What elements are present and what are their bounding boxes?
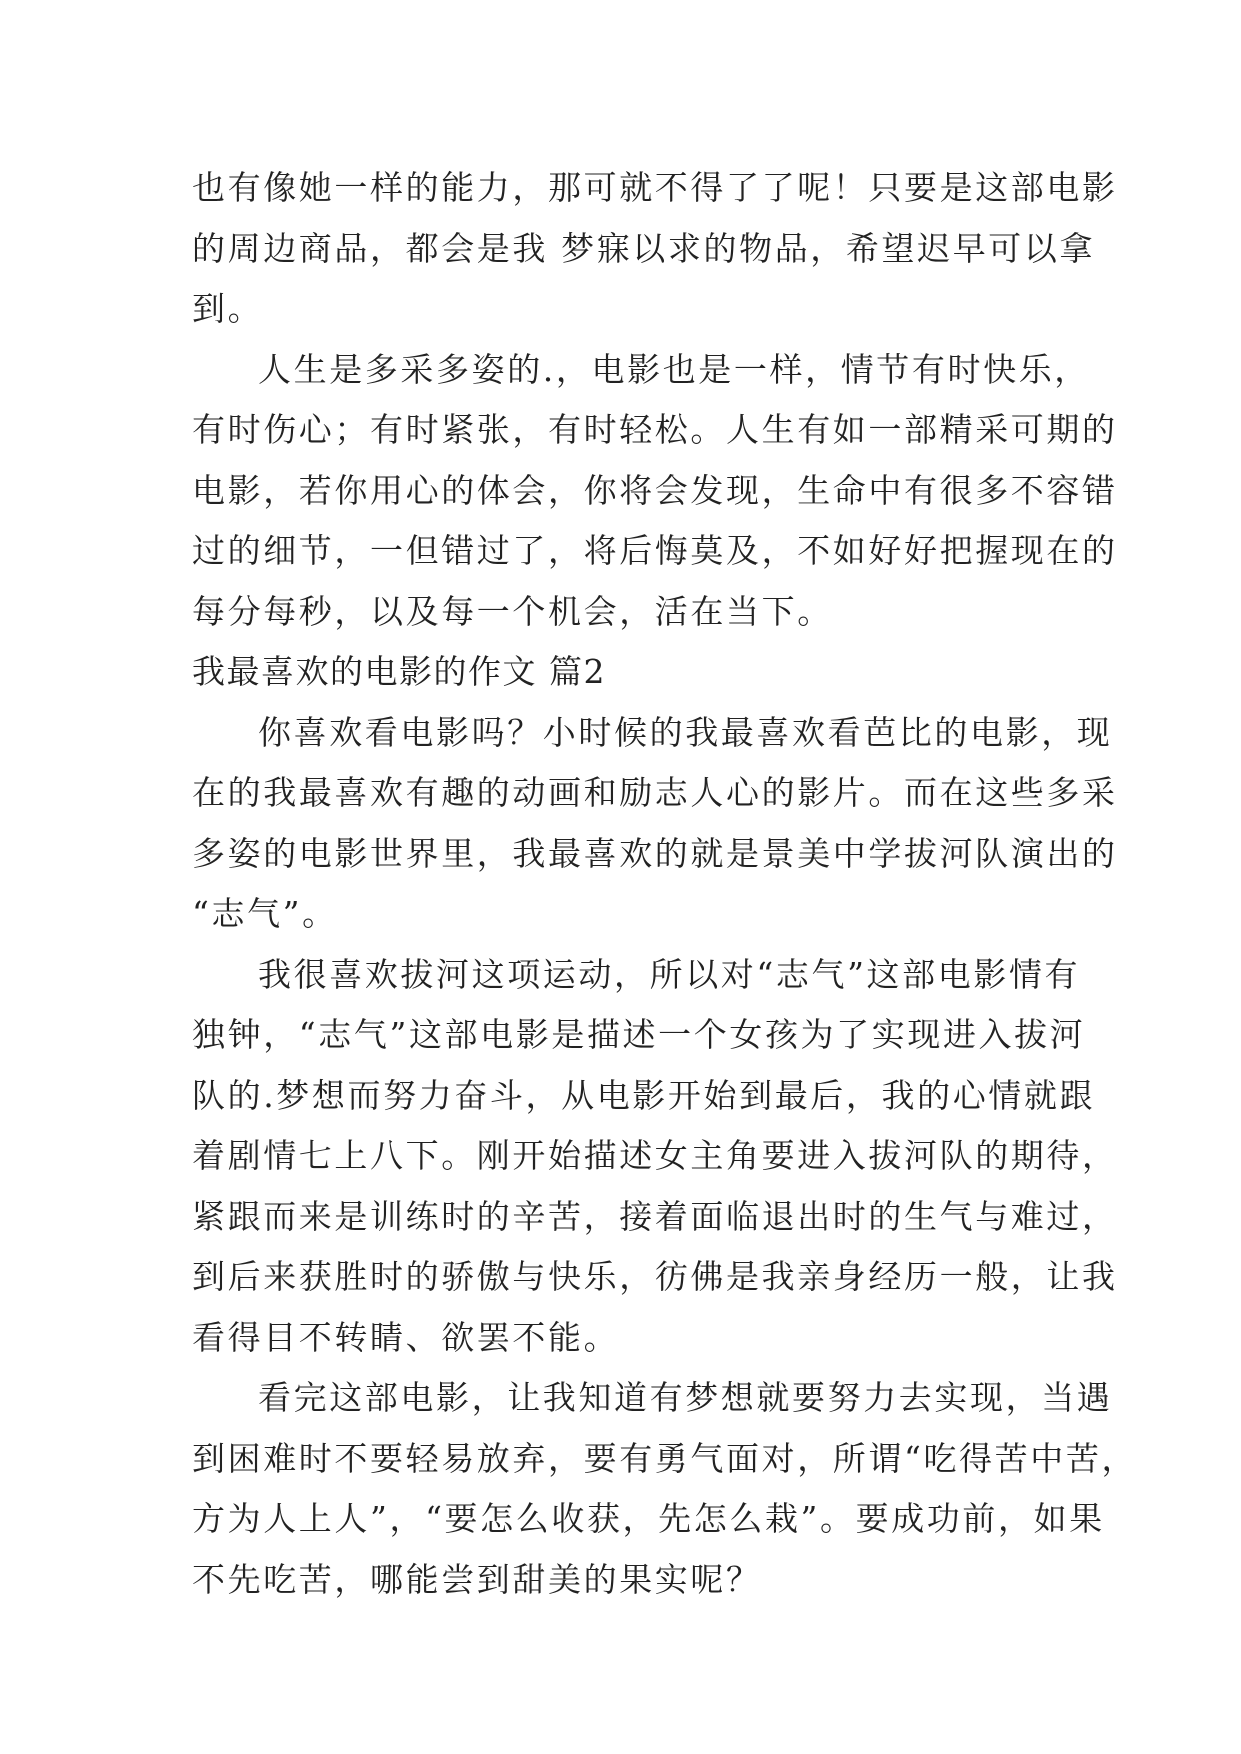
text-line: 着剧情七上八下。刚开始描述女主角要进入拔河队的期待， (192, 1136, 1118, 1175)
text-line: 队的.梦想而努力奋斗，从电影开始到最后，我的心情就跟 (192, 1075, 1096, 1115)
paragraph-start-line: 看完这部电影，让我知道有梦想就要努力去实现，当遇 (258, 1378, 1113, 1417)
text-line: 的周边商品，都会是我 梦寐以求的物品，希望迟早可以拿 (192, 228, 1096, 268)
text-line: 有时伤心；有时紧张，有时轻松。人生有如一部精采可期的 (192, 410, 1118, 449)
text-line: 独钟，“志气”这部电影是描述一个女孩为了实现进入拔河 (192, 1015, 1086, 1054)
text-line: 在的我最喜欢有趣的动画和励志人心的影片。而在这些多采 (192, 773, 1118, 812)
section-heading: 我最喜欢的电影的作文 篇2 (192, 652, 606, 691)
text-line: 过的细节，一但错过了，将后悔莫及，不如好好把握现在的 (192, 531, 1118, 570)
paragraph-start-line: 我很喜欢拔河这项运动，所以对“志气”这部电影情有 (258, 954, 1081, 994)
text-line: 不先吃苦，哪能尝到甜美的果实呢？ (192, 1559, 762, 1599)
text-line: 也有像她一样的能力，那可就不得了了呢！只要是这部电影 (192, 168, 1118, 207)
text-line: 紧跟而来是训练时的辛苦，接着面临退出时的生气与难过， (192, 1196, 1118, 1236)
text-line: 到。 (192, 289, 264, 328)
text-line: 每分每秒，以及每一个机会，活在当下。 (192, 591, 833, 631)
text-line: 电影，若你用心的体会，你将会发现，生命中有很多不容错 (192, 470, 1118, 510)
text-line: 到困难时不要轻易放弃，要有勇气面对，所谓“吃得苦中苦， (192, 1438, 1138, 1478)
paragraph-start-line: 人生是多采多姿的.，电影也是一样，情节有时快乐， (258, 349, 1090, 389)
paragraph-start-line: 你喜欢看电影吗？小时候的我最喜欢看芭比的电影，现 (258, 712, 1113, 752)
text-line: 多姿的电影世界里，我最喜欢的就是景美中学拔河队演出的 (192, 833, 1118, 873)
document-body (192, 158, 1138, 1610)
text-line: “志气”。 (192, 894, 338, 933)
text-line: 到后来获胜时的骄傲与快乐，彷佛是我亲身经历一般，让我 (192, 1257, 1118, 1296)
text-line: 方为人上人”，“要怎么收获，先怎么栽”。要成功前，如果 (192, 1499, 1105, 1538)
text-line: 看得目不转睛、欲罢不能。 (192, 1317, 620, 1357)
